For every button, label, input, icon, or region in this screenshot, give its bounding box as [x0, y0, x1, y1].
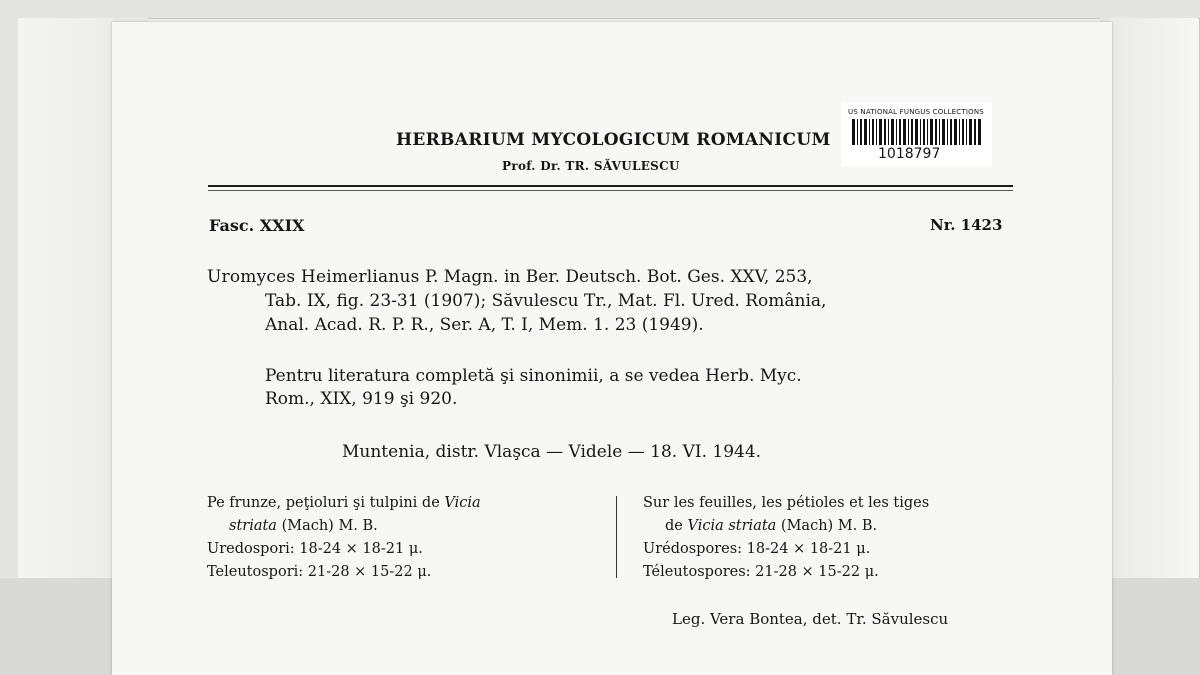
- label-title: HERBARIUM MYCOLOGICUM ROMANICUM: [396, 130, 831, 150]
- ro-host-genus: Vicia: [444, 495, 481, 511]
- literature-line-2: Rom., XIX, 919 şi 920.: [265, 389, 458, 409]
- collection-locality: Muntenia, distr. Vlaşca — Videle — 18. VI. 1944.: [342, 442, 762, 462]
- citation-line-3: Anal. Acad. R. P. R., Ser. A, T. I, Mem. 1. 23 (1949).: [265, 315, 704, 335]
- fr-line-2-pre: de: [665, 518, 688, 534]
- fr-host: Vicia striata: [687, 518, 777, 534]
- citation-line-1: P. Magn. in Ber. Deutsch. Bot. Ges. XXV, 253,: [419, 267, 813, 287]
- species-citation: [207, 265, 826, 337]
- literature-note: [265, 365, 802, 411]
- barcode-institution: US NATIONAL FUNGUS COLLECTIONS: [848, 108, 984, 116]
- herbarium-label: [112, 22, 1112, 675]
- ro-host-species: striata: [229, 518, 277, 534]
- barcode-number: 1018797: [878, 146, 941, 162]
- description-french: [643, 492, 929, 584]
- collector-line: Leg. Vera Bontea, det. Tr. Săvulescu: [672, 610, 949, 628]
- citation-line-2: Tab. IX, fig. 23-31 (1907); Săvulescu Tr., Mat. Fl. Ured. România,: [265, 291, 827, 311]
- fascicle-number: Fasc. XXIX: [209, 216, 305, 235]
- ro-teleutospores: Teleutospori: 21-28 × 15-22 μ.: [207, 564, 432, 580]
- literature-line-1: Pentru literatura completă şi sinonimii, a se vedea Herb. Myc.: [265, 366, 802, 386]
- fr-uredospores: Urédospores: 18-24 × 18-21 μ.: [643, 541, 871, 557]
- label-subtitle: Prof. Dr. TR. SĂVULESCU: [502, 159, 680, 173]
- column-divider: [616, 496, 617, 578]
- barcode-sticker: [842, 102, 992, 166]
- barcode-icon: [852, 119, 982, 145]
- fr-teleutospores: Téleutospores: 21-28 × 15-22 μ.: [643, 564, 879, 580]
- ro-line-1: Pe frunze, peţioluri şi tulpini de: [207, 495, 445, 511]
- specimen-number: Nr. 1423: [930, 216, 1003, 234]
- ro-line-2: (Mach) M. B.: [276, 518, 378, 534]
- ro-uredospores: Uredospori: 18-24 × 18-21 μ.: [207, 541, 423, 557]
- description-romanian: [207, 492, 481, 584]
- envelope-flap-right: [1100, 18, 1198, 578]
- header-rule: [208, 185, 1013, 187]
- species-name: Uromyces Heimerlianus: [207, 267, 420, 287]
- fr-line-2: (Mach) M. B.: [776, 518, 878, 534]
- fr-line-1: Sur les feuilles, les pétioles et les tiges: [643, 495, 930, 511]
- header-rule-thin: [208, 190, 1013, 191]
